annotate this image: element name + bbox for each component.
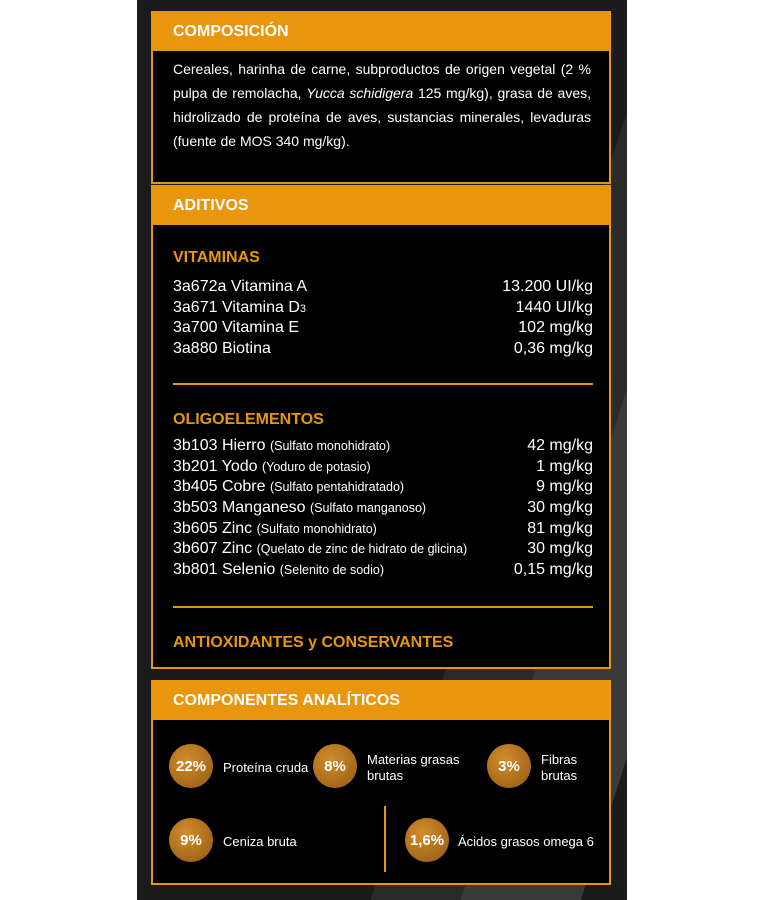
badge-proteina: 22% (169, 744, 213, 788)
list-item: 3b405 Cobre (Sulfato pentahidratado) 9 mg/kg (173, 478, 593, 496)
composicion-title: COMPOSICIÓN (153, 13, 609, 51)
label-omega6: Ácidos grasos omega 6 (458, 834, 594, 849)
badge-ceniza: 9% (169, 818, 213, 862)
list-item: 3a880 Biotina 0,36 mg/kg (173, 340, 593, 358)
list-item: 3a700 Vitamina E 102 mg/kg (173, 319, 593, 337)
divider (173, 606, 593, 608)
oligoelementos-title: OLIGOELEMENTOS (173, 411, 324, 428)
list-item: 3a672a Vitamina A 13.200 UI/kg (173, 278, 593, 295)
list-item: 3b605 Zinc (Sulfato monohidrato) 81 mg/kg (173, 519, 593, 537)
oligoelementos-list (173, 436, 593, 581)
composicion-box (151, 11, 611, 184)
aditivos-box (151, 185, 611, 669)
badge-omega6: 1,6% (405, 818, 449, 862)
antioxidantes-title: ANTIOXIDANTES y CONSERVANTES (173, 634, 454, 651)
analiticos-title: COMPONENTES ANALÍTICOS (153, 682, 609, 720)
composicion-text: Cereales, harinha de carne, subproductos de origen vegetal (2 % pulpa de remolacha, Yucca schidigera 125 mg/kg), grasa de aves, hidrolizado de proteína de aves, sustancias minerales, levaduras (fuente de MOS 340 mg/kg). (173, 61, 591, 149)
analiticos-box (151, 680, 611, 885)
list-item: 3b201 Yodo (Yoduro de potasio) 1 mg/kg (173, 457, 593, 475)
list-item: 3a671 Vitamina D3 1440 UI/kg (173, 298, 593, 316)
aditivos-title: ADITIVOS (153, 187, 609, 225)
list-item: 3b801 Selenio (Selenito de sodio) 0,15 mg/kg (173, 561, 593, 579)
divider (384, 806, 386, 872)
vitaminas-list (173, 277, 593, 360)
label-grasas: Materias grasas brutas (367, 752, 460, 783)
divider (173, 383, 593, 385)
badge-grasas: 8% (313, 744, 357, 788)
label-fibras: Fibras brutas (541, 752, 578, 783)
vitaminas-title: VITAMINAS (173, 249, 260, 266)
list-item: 3b103 Hierro (Sulfato monohidrato) 42 mg/kg (173, 437, 593, 454)
label-proteina: Proteína cruda (223, 760, 309, 775)
list-item: 3b607 Zinc (Quelato de zinc de hidrato de glicina) 30 mg/kg (173, 540, 593, 558)
label-ceniza: Ceniza bruta (223, 834, 297, 849)
badge-fibras: 3% (487, 744, 531, 788)
list-item: 3b503 Manganeso (Sulfato manganoso) 30 mg/kg (173, 499, 593, 517)
